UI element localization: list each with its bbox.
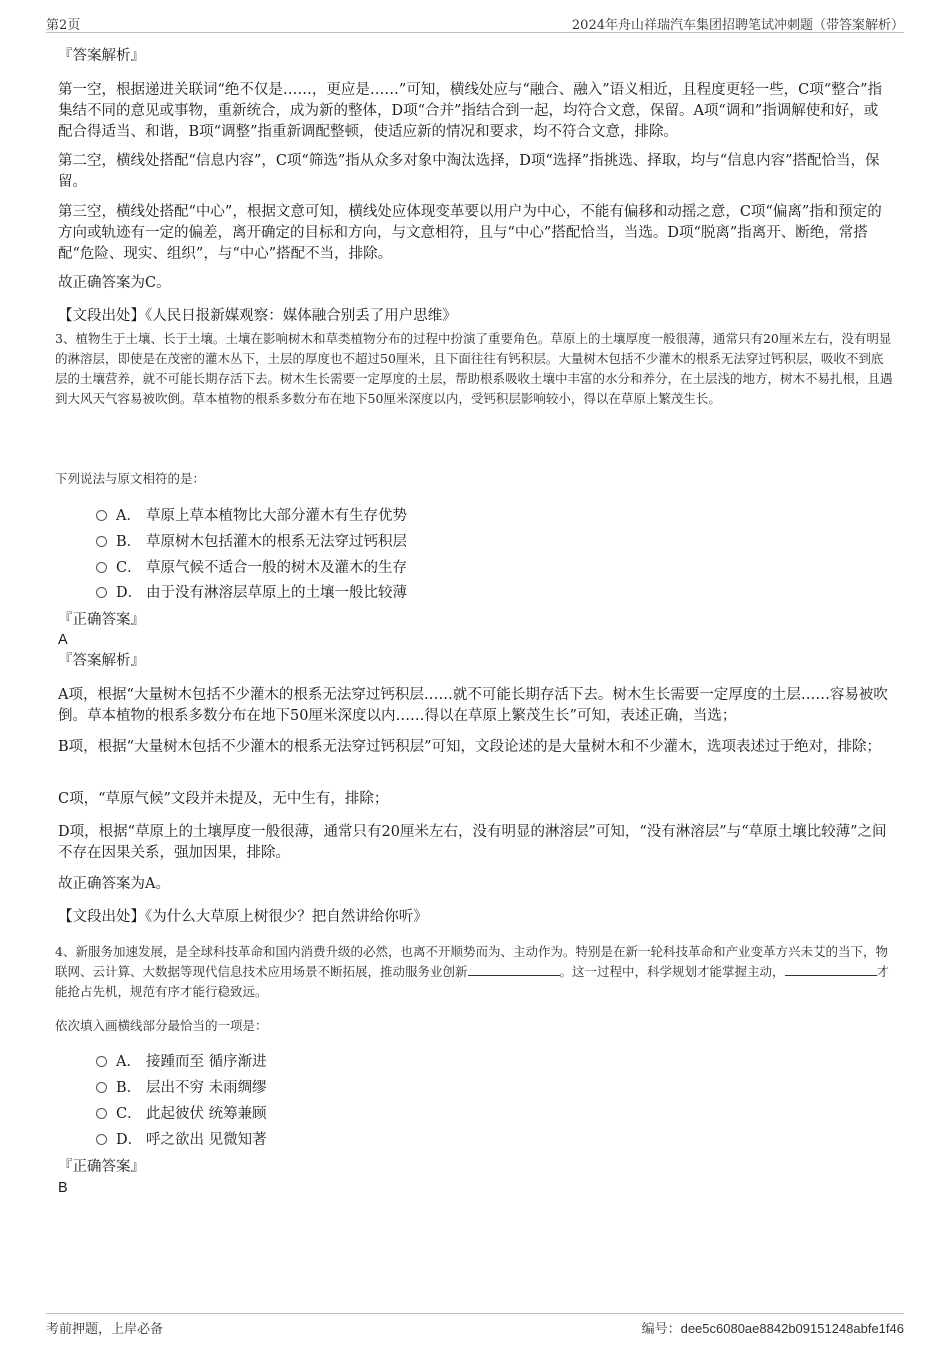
page-header <box>46 12 904 33</box>
q4-option-b[interactable]: B． 层出不穷 未雨绸缪 <box>96 1078 267 1098</box>
q4-answer: B <box>58 1180 68 1196</box>
q3-option-a[interactable]: A． 草原上草本植物比大部分灌木有生存优势 <box>96 506 407 526</box>
q3-analysis-d: D项，根据“草原上的土壤厚度一般很薄，通常只有20厘米左右，没有明显的淋溶层”可知，“没有淋溶层”与“草原土壤比较薄”之间不存在因果关系，强加因果，排除。 <box>58 824 887 861</box>
radio-icon[interactable] <box>96 1056 107 1067</box>
page-footer <box>46 1313 904 1336</box>
q2-analysis-p2: 第二空，横线处搭配“信息内容”，C项“筛选”指从众多对象中淘汰选择，D项“选择”指挑选、择取，均与“信息内容”搭配恰当，保留。 <box>58 153 880 190</box>
q2-analysis-p1: 第一空，根据递进关联词“绝不仅是……，更应是……”可知，横线处应与“融合、融入”语义相近，且程度更轻一些，C项“整合”指集结不同的意见或事物，重新统合，成为新的整体，D项“合并”指结合到一起，均符合文意，保留。A项“调和”指调解使和好，或配合得适当、和谐，B项“调整”指重新调配整顿，使适应新的情况和要求，均不符合文意，排除。 <box>58 82 883 140</box>
radio-icon[interactable] <box>96 587 107 598</box>
document-code: 编号：dee5c6080ae8842b09151248abfe1f46 <box>641 1321 904 1337</box>
q3-analysis-b: B项，根据“大量树木包括不少灌木的根系无法穿过钙积层”可知，文段论述的是大量树木和不少灌木，选项表述过于绝对，排除； <box>58 739 881 755</box>
q3-analysis-a: A项，根据“大量树木包括不少灌木的根系无法穿过钙积层……就不可能长期存活下去。树木生长需要一定厚度的土层……容易被吹倒。草本植物的根系多数分布在地下50厘米深度以内……得以在草原上繁茂生长”可知，表述正确，当选； <box>58 687 888 724</box>
q3-option-c[interactable]: C． 草原气候不适合一般的树木及灌木的生存 <box>96 558 407 578</box>
q4-question: 依次填入画横线部分最恰当的一项是： <box>55 1018 268 1033</box>
q3-analysis-label: 『答案解析』 <box>58 653 145 669</box>
q3-analysis-c: C项，“草原气候”文段并未提及，无中生有，排除； <box>58 791 389 807</box>
q4-option-c[interactable]: C． 此起彼伏 统筹兼顾 <box>96 1104 267 1124</box>
q2-conclusion: 故正确答案为C。 <box>58 275 171 291</box>
radio-icon[interactable] <box>96 1108 107 1119</box>
q4-blank-1 <box>468 963 560 976</box>
q3-option-d[interactable]: D． 由于没有淋溶层草原上的土壤一般比较薄 <box>96 583 407 603</box>
q4-answer-label: 『正确答案』 <box>58 1159 145 1175</box>
radio-icon[interactable] <box>96 1134 107 1145</box>
q4-stem: 4、新服务加速发展，是全球科技革命和国内消费升级的必然，也离不开顺势而为、主动作为。特别是在新一轮科技革命和产业变革方兴未艾的当下，物联网、云计算、大数据等现代信息技术应用场景不断拓展，推动服务业创新 。这一过程中，科学规划才能掌握主动， 才能抢占先机，规范有序才能行稳致远。 <box>55 944 890 999</box>
q3-option-b[interactable]: B． 草原树木包括灌木的根系无法穿过钙积层 <box>96 532 407 552</box>
q2-source: 【文段出处】《人民日报新媒观察：媒体融合别丢了用户思维》 <box>58 308 457 324</box>
radio-icon[interactable] <box>96 562 107 573</box>
q4-option-d[interactable]: D． 呼之欲出 见微知著 <box>96 1130 267 1150</box>
q3-conclusion: 故正确答案为A。 <box>58 876 170 892</box>
q4-option-a[interactable]: A． 接踵而至 循序渐进 <box>96 1052 267 1072</box>
q3-answer: A <box>58 632 68 648</box>
radio-icon[interactable] <box>96 536 107 547</box>
q2-analysis-p3: 第三空，横线处搭配“中心”，根据文意可知，横线处应体现变革要以用户为中心，不能有偏移和动摇之意，C项“偏离”指和预定的方向或轨迹有一定的偏差，离开确定的目标和方向，与文意相符，且与“中心”搭配恰当，当选。D项“脱离”指离开、断绝，常搭配“危险、现实、组织”，与“中心”搭配不当，排除。 <box>58 204 882 262</box>
q3-stem: 3、植物生于土壤、长于土壤。土壤在影响树木和草类植物分布的过程中扮演了重要角色。草原上的土壤厚度一般很薄，通常只有20厘米左右，没有明显的淋溶层，即使是在茂密的灌木丛下，土层的厚度也不超过50厘米，且下面往往有钙积层。大量树木包括不少灌木的根系无法穿过钙积层，吸收不到底层的土壤营养，就不可能长期存活下去。树木生长需要一定厚度的土层，帮助根系吸收土壤中丰富的水分和养分，在土层浅的地方，树木不易扎根，且遇到大风天气容易被吹倒。草本植物的根系多数分布在地下50厘米深度以内，受钙积层影响较小，得以在草原上繁茂生长。 <box>55 331 893 406</box>
q3-answer-label: 『正确答案』 <box>58 612 145 628</box>
document-title: 2024年舟山祥瑞汽车集团招聘笔试冲刺题（带答案解析） <box>571 18 904 33</box>
q2-analysis-label: 『答案解析』 <box>58 48 145 64</box>
radio-icon[interactable] <box>96 510 107 521</box>
radio-icon[interactable] <box>96 1082 107 1093</box>
footer-slogan: 考前押题，上岸必备 <box>46 1322 164 1337</box>
q3-source: 【文段出处】《为什么大草原上树很少？把自然讲给你听》 <box>58 909 428 925</box>
page-number: 第2页 <box>46 18 81 33</box>
q4-blank-2 <box>785 963 877 976</box>
q3-question: 下列说法与原文相符的是： <box>55 471 206 486</box>
